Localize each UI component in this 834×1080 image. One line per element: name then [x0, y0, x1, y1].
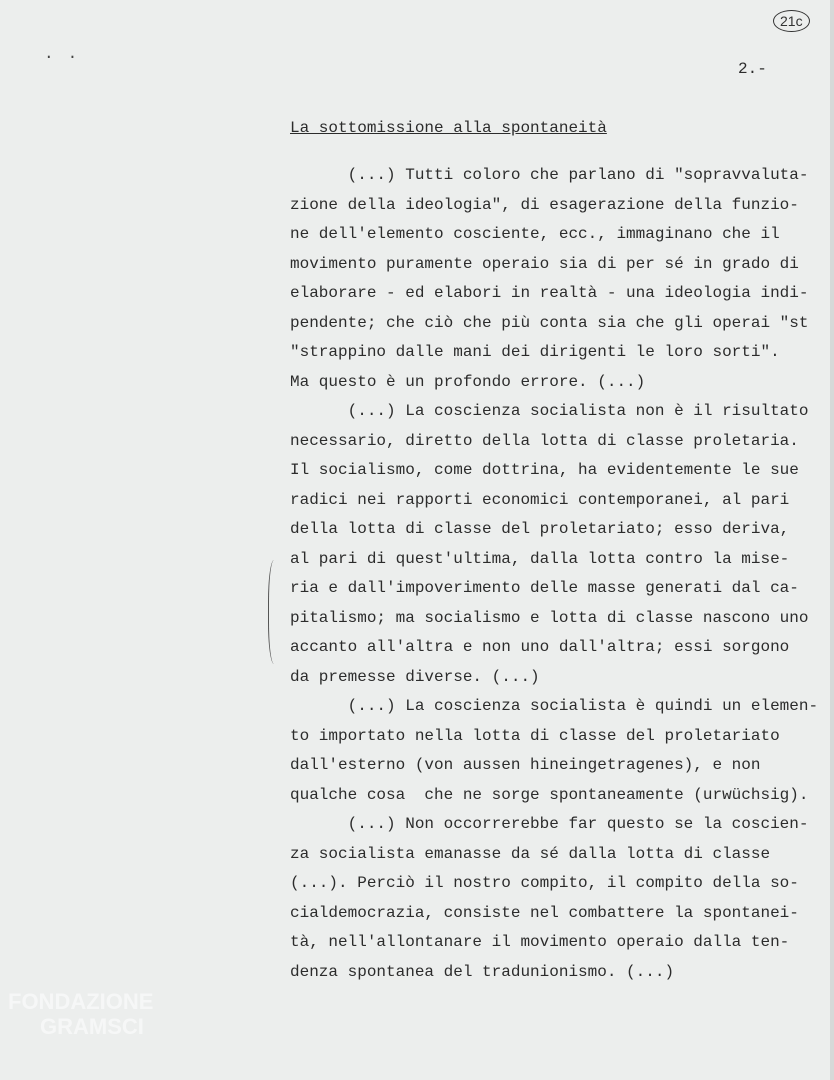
page-number: 2.- [738, 60, 767, 78]
text-line: (...) La coscienza socialista è quindi un elemen- [290, 697, 819, 715]
text-line: tà, nell'allontanare il movimento operaio dalla ten- [290, 933, 790, 951]
text-line: da premesse diverse. (...) [290, 667, 540, 686]
watermark-line1: FONDAZIONE [8, 989, 154, 1014]
document-body [290, 161, 834, 987]
text-line: al pari di quest'ultima, dalla lotta contro la mise- [290, 549, 790, 568]
page-edge [830, 0, 834, 1080]
text-line: Ma questo è un profondo errore. (...) [290, 372, 646, 391]
text-line: pitalismo; ma socialismo e lotta di classe nascono uno [290, 608, 809, 627]
text-line: della lotta di classe del proletariato; esso deriva, [290, 520, 790, 538]
text-line: radici nei rapporti economici contemporanei, al pari [290, 490, 790, 509]
text-line: necessario, diretto della lotta di classe proletaria. [290, 431, 799, 450]
text-line: ne dell'elemento cosciente, ecc., immaginano che il [290, 225, 780, 243]
text-line: dall'esterno (von aussen hineingetragenes), e non [290, 756, 761, 774]
text-line: to importato nella lotta di classe del proletariato [290, 726, 780, 745]
archive-mark: 21c [773, 10, 810, 32]
text-line: "strappino dalle mani dei dirigenti le loro sorti". [290, 343, 780, 361]
text-line: (...) Tutti coloro che parlano di "sopravvaluta- [290, 166, 809, 184]
punch-marks: ·· [44, 48, 92, 66]
text-line: (...). Perciò il nostro compito, il compito della so- [290, 874, 799, 892]
text-line: accanto all'altra e non uno dall'altra; essi sorgono [290, 638, 790, 656]
text-line: qualche cosa che ne sorge spontaneamente (urwüchsig). [290, 785, 809, 804]
text-line: denza spontanea del tradunionismo. (...) [290, 962, 675, 981]
text-line: ria e dall'impoverimento delle masse generati dal ca- [290, 579, 799, 597]
text-line: za socialista emanasse da sé dalla lotta di classe [290, 844, 771, 863]
text-line: Il socialismo, come dottrina, ha evidentemente le sue [290, 461, 799, 479]
text-line: (...) Non occorrerebbe far questo se la coscien- [290, 815, 809, 833]
watermark-line2: GRAMSCI [40, 1014, 144, 1039]
document-title: La sottomissione alla spontaneità [290, 119, 607, 137]
text-line: (...) La coscienza socialista non è il risultato [290, 402, 809, 420]
margin-bracket [268, 560, 283, 664]
text-line: zione della ideologia", di esagerazione della funzio- [290, 195, 799, 214]
text-line: elaborare - ed elabori in realtà - una ideologia indi- [290, 284, 809, 302]
text-line: pendente; che ciò che più conta sia che gli operai "st [290, 313, 809, 332]
text-line: cialdemocrazia, consiste nel combattere la spontanei- [290, 903, 799, 922]
text-line: movimento puramente operaio sia di per sé in grado di [290, 254, 799, 273]
